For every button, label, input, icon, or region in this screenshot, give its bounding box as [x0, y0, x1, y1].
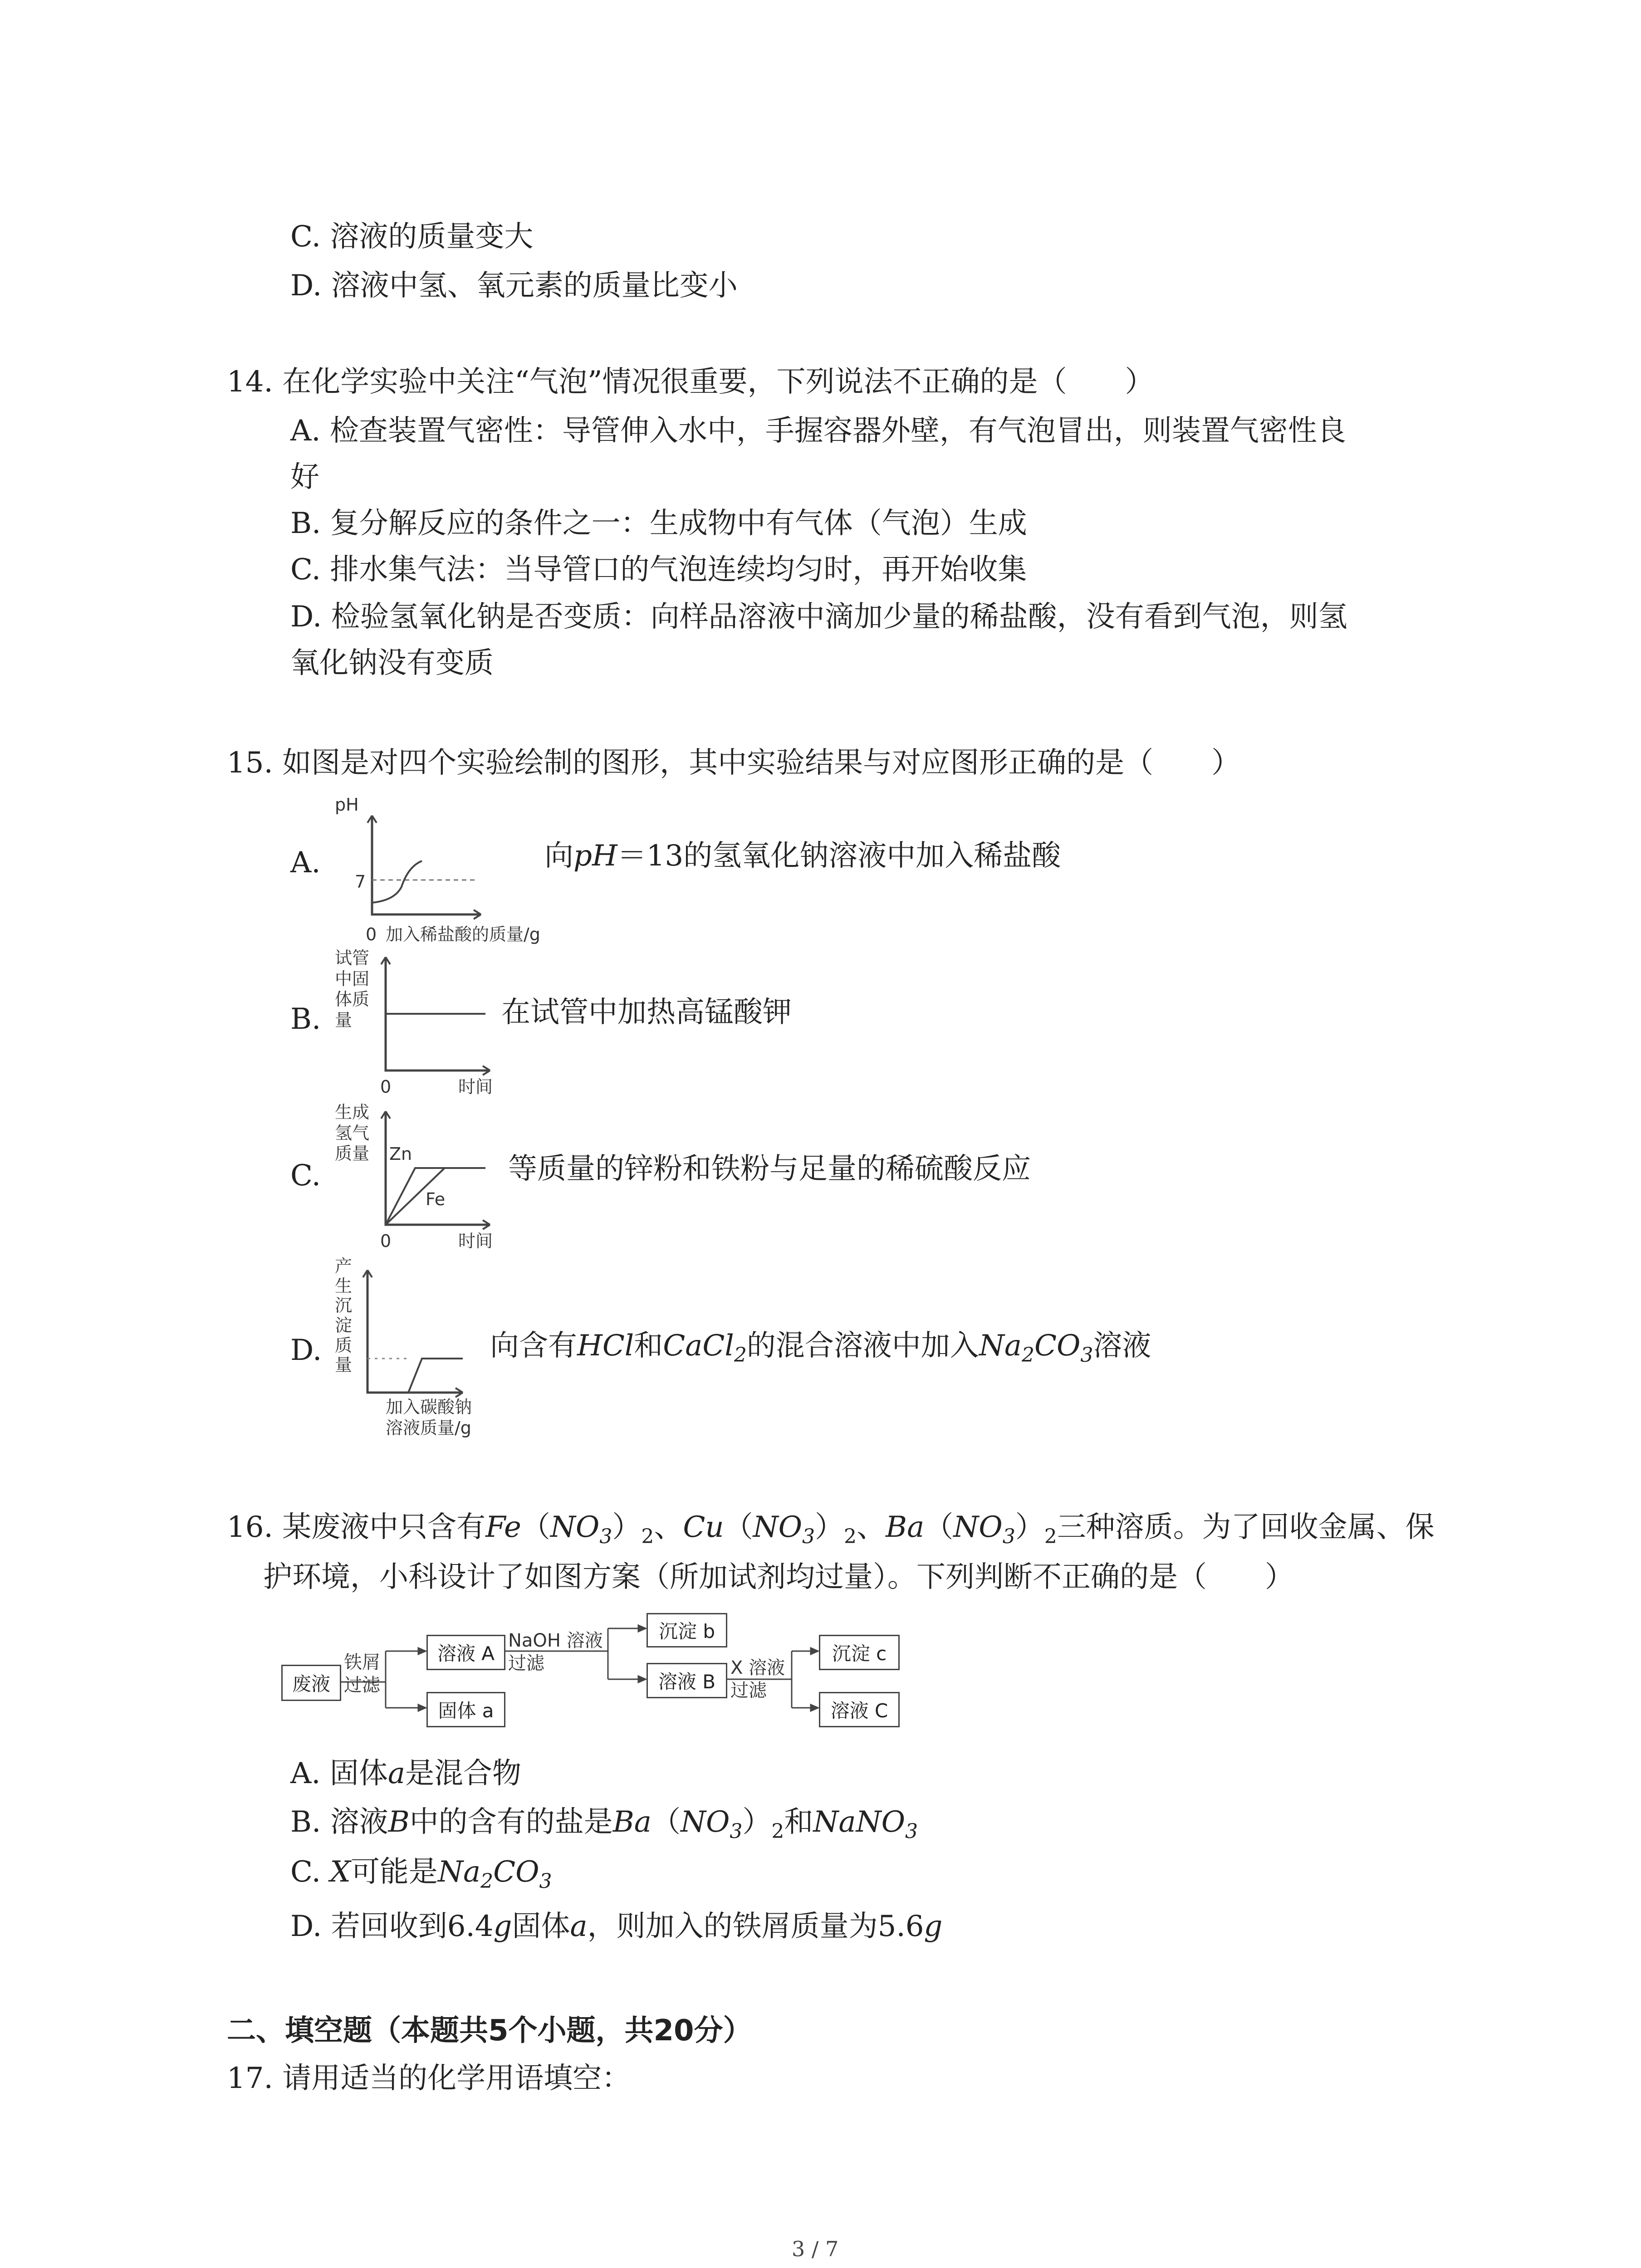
- q15-c-ylabel: 生成 氢气 质量: [335, 1102, 370, 1164]
- q15-a-text: 向pH＝13的氢氧化钠溶液中加入稀盐酸: [544, 839, 1061, 873]
- q13-option-c: C. 溶液的质量变大: [290, 220, 534, 254]
- q16-flow-precipitate-c: 沉淀 c: [819, 1635, 900, 1670]
- q15-c-text: 等质量的锌粉和铁粉与足量的稀硫酸反应: [508, 1152, 1031, 1186]
- q14-option-a: A. 检查装置气密性：导管伸入水中，手握容器外壁，有气泡冒出，则装置气密性良: [290, 414, 1346, 448]
- q16-flow-precipitate-b: 沉淀 b: [647, 1613, 727, 1647]
- q15-c-origin: 0: [380, 1231, 392, 1251]
- q16-flow-step3: X 溶液 过滤: [730, 1657, 785, 1701]
- q15-c-xlabel: 时间: [458, 1231, 493, 1251]
- q14-option-d: D. 检验氢氧化钠是否变质：向样品溶液中滴加少量的稀盐酸，没有看到气泡，则氢: [290, 600, 1347, 634]
- q16-flow-solution-b: 溶液 B: [647, 1663, 727, 1698]
- q15-a-graph: [327, 794, 540, 948]
- q15-a-ylabel: pH: [335, 795, 359, 815]
- q17-stem: 17. 请用适当的化学用语填空：: [227, 2062, 631, 2095]
- q16-flow-step1: 铁屑 过滤: [344, 1652, 380, 1696]
- q15-a-ytick: 7: [355, 872, 366, 892]
- section-heading: 二、填空题（本题共5个小题，共20分）: [227, 2014, 752, 2048]
- q14-option-b: B. 复分解反应的条件之一：生成物中有气体（气泡）生成: [290, 507, 1027, 540]
- q16-flowchart: [281, 1619, 916, 1737]
- q16-flow-solution-c: 溶液 C: [819, 1692, 900, 1727]
- q15-c-series-fe: Fe: [426, 1189, 446, 1209]
- q16-flow-solid-a: 固体 a: [426, 1692, 505, 1727]
- q16-stem-line1: 16. 某废液中只含有$Fe(NO_3)_2$、$Cu(NO_3)_2$、$Ba(NO_3)_2$三种溶质。为了回收金属、保: [227, 1510, 1435, 1548]
- q15-c-graph: [327, 1102, 508, 1256]
- q15-b-graph: [327, 948, 508, 1102]
- q15-b-ylabel: 试管 中固 体质 量: [335, 948, 370, 1030]
- q15-d-graph: [327, 1256, 508, 1456]
- q15-a-origin: 0: [366, 924, 377, 944]
- q16-flow-solution-a: 溶液 A: [426, 1635, 505, 1670]
- q15-a-curve: [372, 861, 422, 903]
- q15-a-letter: A.: [290, 846, 321, 880]
- q15-stem: 15. 如图是对四个实验绘制的图形，其中实验结果与对应图形正确的是（ ）: [227, 746, 1241, 780]
- q15-b-text: 在试管中加热高锰酸钾: [501, 996, 792, 1029]
- q15-c-series-zn: Zn: [389, 1144, 412, 1164]
- q15-a-xlabel: 加入稀盐酸的质量/g: [386, 924, 540, 944]
- q16-stem-line2: 护环境，小科设计了如图方案（所加试剂均过量）。下列判断不正确的是（ ）: [263, 1560, 1294, 1594]
- q16-option-a: A. 固体a是混合物: [290, 1757, 522, 1790]
- q13-option-d: D. 溶液中氢、氧元素的质量比变小: [290, 269, 738, 303]
- q15-d-letter: D.: [290, 1334, 322, 1367]
- q15-d-line: [408, 1359, 463, 1393]
- q16-option-b: B. 溶液B中的含有的盐是$Ba(NO_3)_2$和NaNO$_3$: [290, 1805, 918, 1843]
- q15-b-letter: B.: [290, 1002, 321, 1036]
- q14-stem: 14. 在化学实验中关注“气泡”情况很重要，下列说法不正确的是（ ）: [227, 365, 1154, 399]
- q16-option-d: D. 若回收到6.4g固体a，则加入的铁屑质量为5.6g: [290, 1910, 943, 1943]
- q15-b-origin: 0: [380, 1077, 392, 1097]
- q16-flow-step2: NaOH 溶液 过滤: [508, 1630, 603, 1674]
- q15-d-xlabel: 加入碳酸钠 溶液质量/g: [386, 1397, 472, 1438]
- q14-option-c: C. 排水集气法：当导管口的气泡连续均匀时，再开始收集: [290, 553, 1027, 587]
- q15-d-text: 向含有HCl和CaCl$_2$的混合溶液中加入$Na_2CO_3$溶液: [490, 1329, 1151, 1367]
- q14-option-a-cont: 好: [290, 460, 319, 494]
- q15-d-ylabel: 产 生 沉 淀 质 量: [335, 1256, 353, 1375]
- q15-c-letter: C.: [290, 1159, 321, 1193]
- q14-option-d-cont: 氧化钠没有变质: [290, 646, 494, 680]
- q15-b-xlabel: 时间: [458, 1077, 493, 1097]
- q16-flow-waste: 废液: [281, 1665, 341, 1701]
- q16-option-c: C. X可能是$Na_2CO_3$: [290, 1855, 552, 1893]
- page-number: 3 / 7: [792, 2237, 839, 2261]
